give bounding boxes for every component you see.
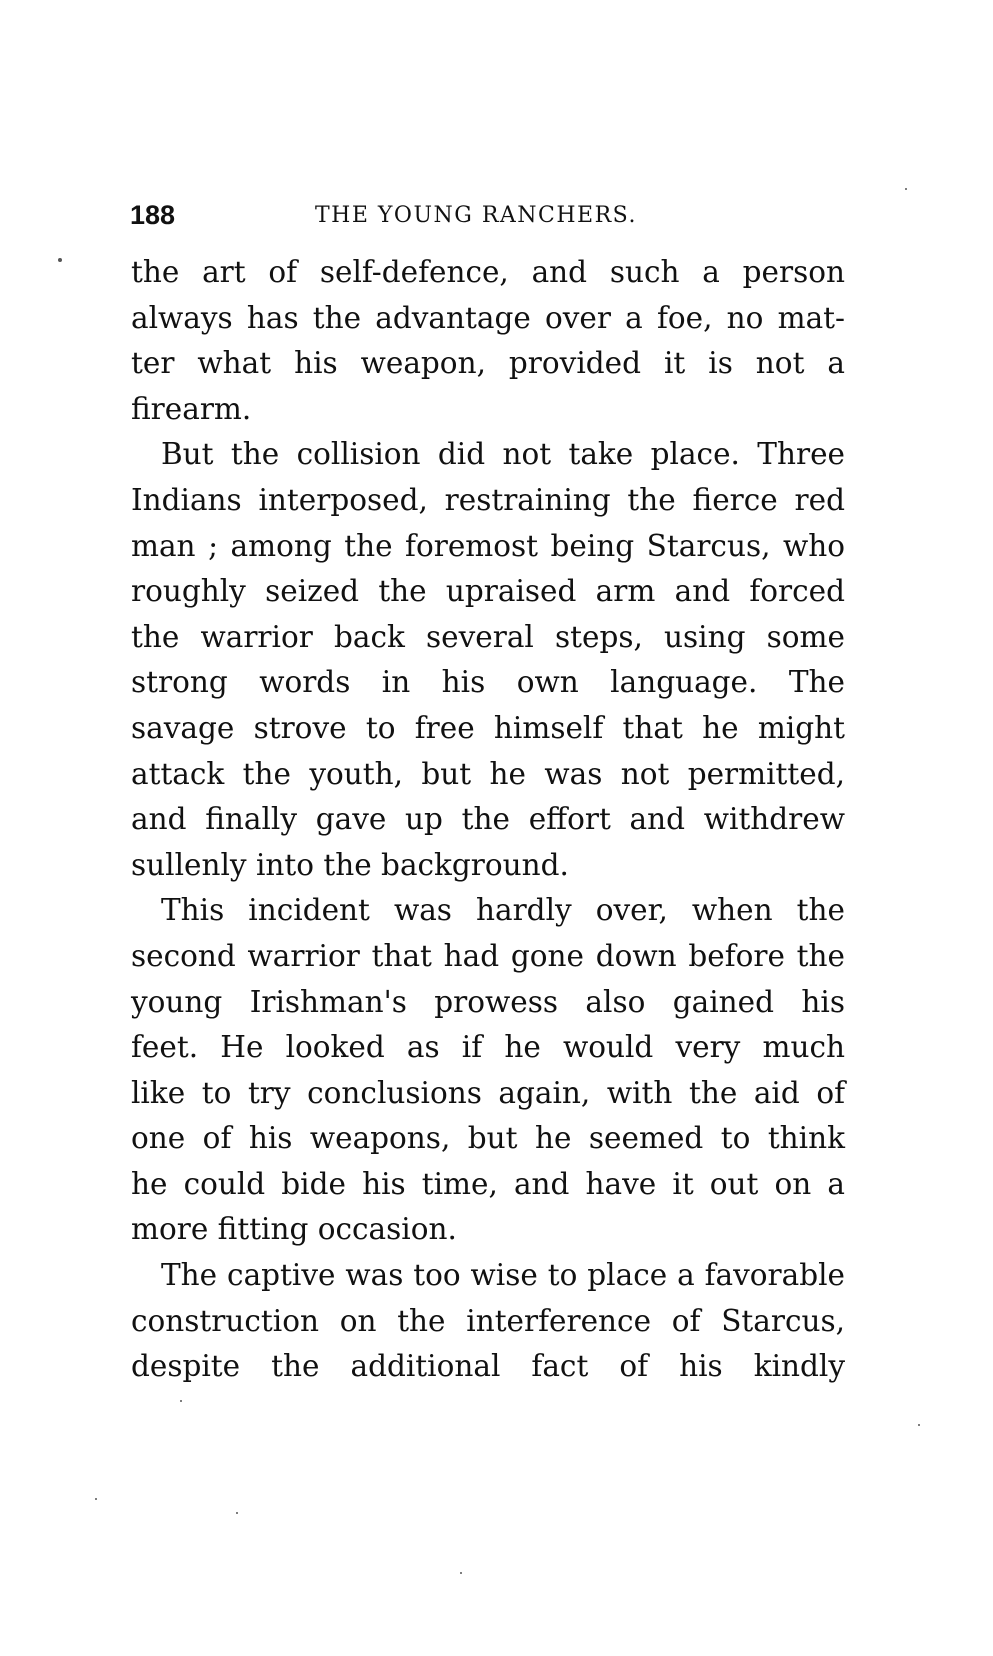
text-line: Indians interposed, restraining the fierce red: [131, 482, 845, 517]
text-line: feet. He looked as if he would very much: [131, 1030, 845, 1065]
text-line: This incident was hardly over, when the: [161, 893, 845, 928]
paper-speck: [95, 1498, 97, 1500]
page-number: 188: [130, 200, 176, 230]
paper-speck: [180, 1400, 182, 1402]
text-line: young Irishman's prowess also gained his: [131, 984, 845, 1019]
text-line: ter what his weapon, provided it is not a: [131, 346, 845, 381]
paper-speck: [236, 1512, 238, 1514]
running-head: [130, 197, 850, 233]
text-line: the warrior back several steps, using some: [131, 619, 845, 654]
body-text: [131, 250, 845, 1390]
text-line: always has the advantage over a foe, no mat-: [131, 300, 845, 335]
paper-speck: [918, 1424, 920, 1426]
text-line: strong words in his own language. The: [131, 665, 845, 700]
paper-speck: [58, 258, 62, 262]
text-line: second warrior that had gone down before the: [131, 938, 845, 973]
text-line: The captive was too wise to place a favorable: [161, 1258, 845, 1293]
text-line: the art of self-defence, and such a person: [131, 255, 845, 289]
text-line: roughly seized the upraised arm and forced: [131, 574, 845, 609]
text-line: man ; among the foremost being Starcus, who: [131, 528, 845, 563]
text-line: despite the additional fact of his kindly: [131, 1349, 845, 1384]
text-line: construction on the interference of Starcus,: [131, 1303, 845, 1338]
paragraph-4: [131, 1253, 845, 1390]
text-line: one of his weapons, but he seemed to think: [131, 1121, 845, 1156]
paragraph-2: [131, 432, 845, 888]
paper-speck: [460, 1572, 462, 1574]
text-line: and finally gave up the effort and withdrew: [131, 802, 845, 837]
text-line: firearm.: [131, 391, 252, 426]
text-line: he could bide his time, and have it out on a: [131, 1166, 845, 1201]
text-line: But the collision did not take place. Three: [161, 437, 845, 472]
text-line: savage strove to free himself that he might: [131, 710, 845, 745]
paper-speck: [905, 188, 907, 190]
paragraph-1: [131, 250, 845, 432]
text-line: more fitting occasion.: [131, 1212, 457, 1247]
running-title: THE YOUNG RANCHERS.: [315, 203, 637, 228]
paragraph-3: [131, 888, 845, 1253]
text-line: attack the youth, but he was not permitted,: [131, 756, 845, 791]
text-line: like to try conclusions again, with the aid of: [131, 1075, 845, 1110]
text-line: sullenly into the background.: [131, 847, 569, 882]
